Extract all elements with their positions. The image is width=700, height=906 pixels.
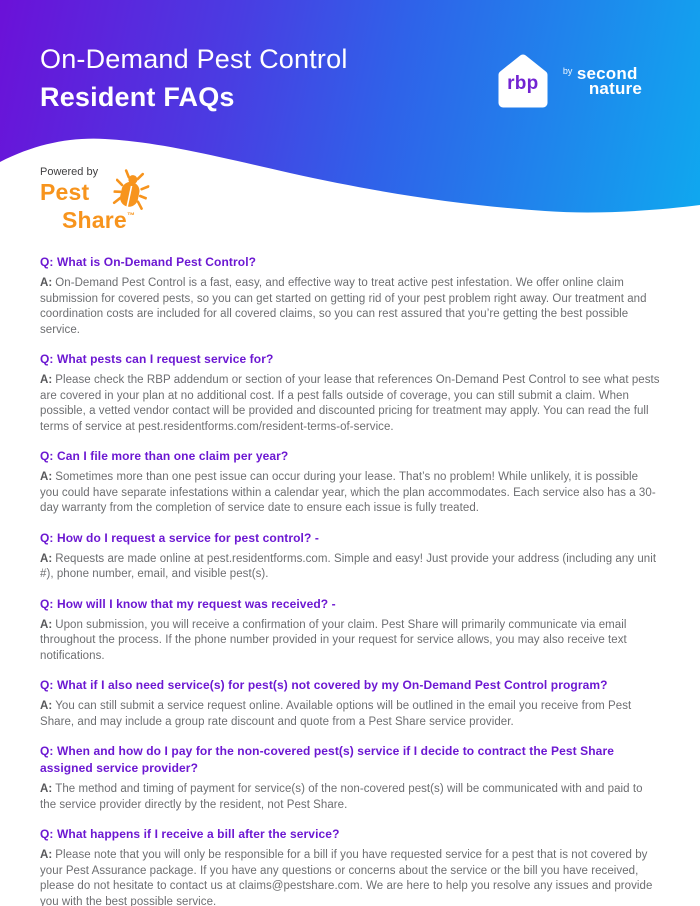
- faq-question: Q: When and how do I pay for the non-covered pest(s) service if I decide to contract the Pest Share assigned service provider?: [40, 744, 615, 775]
- answer-prefix: A:: [40, 277, 53, 289]
- second-nature-wordmark: [563, 66, 642, 96]
- trademark-symbol: ™: [126, 211, 136, 220]
- faq-item-8: [40, 826, 660, 906]
- faq-question: Q: What pests can I request service for?: [40, 352, 274, 366]
- answer-text: On-Demand Pest Control is a fast, easy, and effective way to treat active pest infestation. We offer online claim submission for covered pests, so you can get started on getting rid of your pest problem right away. Our treatment and coordination costs are included for all covered claims, so you can rest assured that you’re getting the best possible service.: [40, 277, 647, 336]
- answer-prefix: A:: [40, 471, 53, 483]
- answer-text: The method and timing of payment for service(s) of the non-covered pest(s) will be communicated with and paid to the service provider directly by the resident, not Pest Share.: [40, 783, 643, 811]
- faq-question: Q: How will I know that my request was received? -: [40, 596, 336, 611]
- faq-question: Q: What if I also need service(s) for pest(s) not covered by my On-Demand Pest Control program?: [40, 678, 608, 692]
- faq-question: Q: What is On-Demand Pest Control?: [40, 255, 257, 269]
- rbp-second-nature-logo: [495, 52, 642, 110]
- faq-question: Q: What happens if I receive a bill after the service?: [40, 827, 340, 841]
- pest-share-wordmark: [40, 180, 135, 232]
- faq-answer: [40, 699, 660, 730]
- answer-text: Requests are made online at pest.residentforms.com. Simple and easy! Just provide your address (including any unit #), phone number, email, and visible pest(s).: [40, 552, 657, 580]
- rbp-house-icon: [495, 52, 551, 110]
- rbp-logo-text: rbp: [507, 73, 539, 94]
- faq-answer: [40, 618, 660, 665]
- answer-text: You can still submit a service request online. Available options will be outlined in the email you receive from Pest Share, and may include a group rate discount and quote from a Pest Share service provider.: [40, 700, 632, 728]
- header-banner: [0, 0, 700, 240]
- answer-prefix: A:: [40, 783, 53, 795]
- page-subtitle: Resident FAQs: [40, 82, 235, 112]
- faq-item-7: [40, 743, 660, 813]
- answer-prefix: A:: [40, 700, 53, 712]
- answer-text: Upon submission, you will receive a confirmation of your claim. Pest Share will primarily communicate via email throughout the process. If the phone number provided in your request for service allows, you may also receive text notifications.: [40, 618, 627, 662]
- faq-content: [0, 240, 700, 906]
- faq-question: Q: Can I file more than one claim per year?: [40, 449, 289, 463]
- second-nature-line2: nature: [588, 79, 642, 98]
- answer-text: Please check the RBP addendum or section of your lease that references On-Demand Pest Control to see what pests are covered in your plan at no additional cost. If a pest falls outside of coverage, you can still submit a claim. When possible, a vetted vendor contact will be provided and discounted pricing for treatment may apply. You can read the full terms of service at pest.residentforms.com/resident-terms-of-service.: [40, 374, 660, 433]
- pest-share-logo: [40, 166, 135, 232]
- pest-share-line1: Pest: [40, 179, 90, 205]
- powered-by-label: Powered by: [40, 166, 99, 178]
- faq-answer: [40, 470, 660, 517]
- pest-share-line2-text: Share: [62, 207, 127, 233]
- second-nature-line1: second: [576, 64, 638, 83]
- faq-item-1: [40, 254, 660, 338]
- faq-item-6: [40, 677, 660, 730]
- faq-answer: [40, 848, 660, 906]
- answer-text: Please note that you will only be responsible for a bill if you have requested service for a pest that is not covered by your Pest Assurance package. If you have any questions or concerns about the service or the bill you have received, please do not hesitate to contact us at claims@pestshare.com. We are here to help you resolve any issues and provide you with the best possible service.: [40, 849, 653, 906]
- faq-item-4: [40, 530, 660, 583]
- faq-item-2: [40, 351, 660, 435]
- answer-prefix: A:: [40, 618, 53, 631]
- faq-answer: [40, 782, 660, 813]
- faq-question: Q: How do I request a service for pest control? -: [40, 530, 319, 545]
- answer-prefix: A:: [40, 374, 53, 386]
- answer-prefix: A:: [40, 552, 53, 565]
- by-label: by: [562, 66, 573, 76]
- answer-prefix: A:: [40, 849, 53, 861]
- answer-text: Sometimes more than one pest issue can occur during your lease. That’s no problem! While unlikely, it is possible you could have separate infestations within a calendar year, which the plan accommodates. Each service also has a 30-day warranty from the completion of service date to ensure each issue is fully treated.: [40, 471, 656, 514]
- page-title: On-Demand Pest Control: [40, 44, 348, 74]
- faq-answer: [40, 373, 660, 435]
- faq-answer: [40, 276, 660, 338]
- faq-item-3: [40, 448, 660, 517]
- header-titles: [40, 40, 348, 116]
- faq-answer: [40, 552, 660, 583]
- faq-item-5: [40, 596, 660, 665]
